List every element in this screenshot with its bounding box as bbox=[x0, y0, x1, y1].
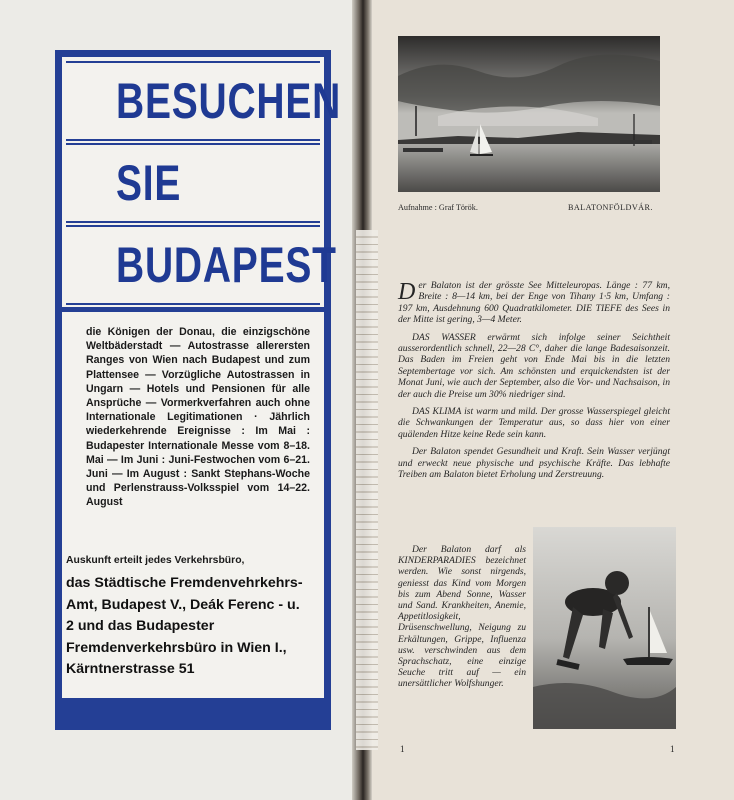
page-number: 1 bbox=[670, 744, 675, 754]
article-paragraph: Der Balaton spendet Gesundheit und Kraft. Sein Wasser verjüngt und erweckt neue physische und psychische Kräfte. Das lebhafte Treiben am Balaton bietet Erholung und Zerstreuung. bbox=[398, 446, 670, 481]
drop-cap: D bbox=[398, 279, 416, 305]
headline-line: SIE bbox=[116, 155, 182, 211]
article-paragraph-kinderparadies: Der Balaton darf als KINDERPARADIES bezeichnet werden. Wie sonst nirgends, geniesst das Kind vom Morgen bis zum Abend Sonne, Wasser und Sand. Krankheiten, Anemie, Appetitlosigkeit, Drüsenschwellung, Neigung zu Erkältungen, Grippe, Influenza usw. verschwinden aus dem Sprachschatz, eine einzige Seuche tritt auf — ein unersättlicher Wolfshunger. bbox=[398, 544, 526, 690]
ad-info-line: Auskunft erteilt jedes Verkehrsbüro, bbox=[66, 555, 245, 566]
torn-page-edge bbox=[356, 230, 378, 750]
article-paragraph: DAS WASSER erwärmt sich infolge seiner Seichtheit ausserordentlich schnell, 22—28 C°, daher die lange Badesaisonzeit. Das Baden im Freien geht von Ende Mai bis in die letzten Septembertage vor sich. Am schönsten und erquickendsten ist der Monat Juni, wie auch der September, also die Vor- und Nachsaison, in der auch die Preise um 30% niedriger sind. bbox=[398, 331, 670, 400]
article-paragraph bbox=[398, 280, 670, 326]
headline-panel bbox=[66, 143, 320, 223]
divider bbox=[62, 307, 324, 312]
photo-balaton-sailboat bbox=[398, 36, 660, 192]
ad-address: das Städtische Fremdenvehrkehrs-Amt, Budapest V., Deák Ferenc - u. 2 und das Budapester Fremdenverkehrsbüro in Wien I., Kärntnerstrasse 51 bbox=[66, 575, 303, 677]
article-text bbox=[398, 280, 670, 487]
photo-location: BALATONFÖLDVÁR. bbox=[568, 203, 653, 212]
photo-credit: Aufnahme : Graf Török. bbox=[398, 203, 478, 212]
ad-body-text: die Königen der Donau, die einzigschöne Weltbäderstadt — Autostrasse allerersten Ranges von Wien nach Budapest und zum Plattensee — Vorzügliche Autostrassen in Ungarn — Hotels und Pensionen für alle Ansprüche — Vormerkverfahren auch ohne Internationale Legitimationen · Jährlich wiederkehrende Ereignisse : Im Mai : Budapester Internationale Messe vom 8–18. Mai — Im Juni : Juni-Festwochen vom 6–21. Juni — Im August : Sankt Stephans-Woche und Perlenstrauss-Volksspiel vom 14–22. August bbox=[86, 326, 310, 509]
paragraph-text: er Balaton ist der grösste See Mitteleuropas. Länge : 77 km, Breite : 8—14 km, bei der Enge von Tihany 1·5 km, Umfang : 197 km, Ausdehnung 600 Quadratkilometer. DIE TIEFE des Sees in der Mitte ist gering, 3—4 Meter. bbox=[398, 280, 670, 326]
photo-child-with-toy-boat bbox=[533, 527, 676, 729]
article-paragraph: DAS KLIMA ist warm und mild. Der grosse Wasserspiegel gleicht die Schwankungen der Temperatur aus, so dass hier von einer quälenden Hitze keine Rede sein kann. bbox=[398, 406, 670, 440]
headline-line: BESUCHEN bbox=[116, 73, 342, 129]
advertisement-box bbox=[55, 50, 342, 730]
headline-line: BUDAPEST bbox=[116, 237, 337, 293]
headline-panel bbox=[66, 61, 342, 141]
ad-footer-bar bbox=[55, 698, 331, 730]
page-number: 1 bbox=[400, 744, 405, 754]
headline-panel bbox=[66, 225, 337, 305]
